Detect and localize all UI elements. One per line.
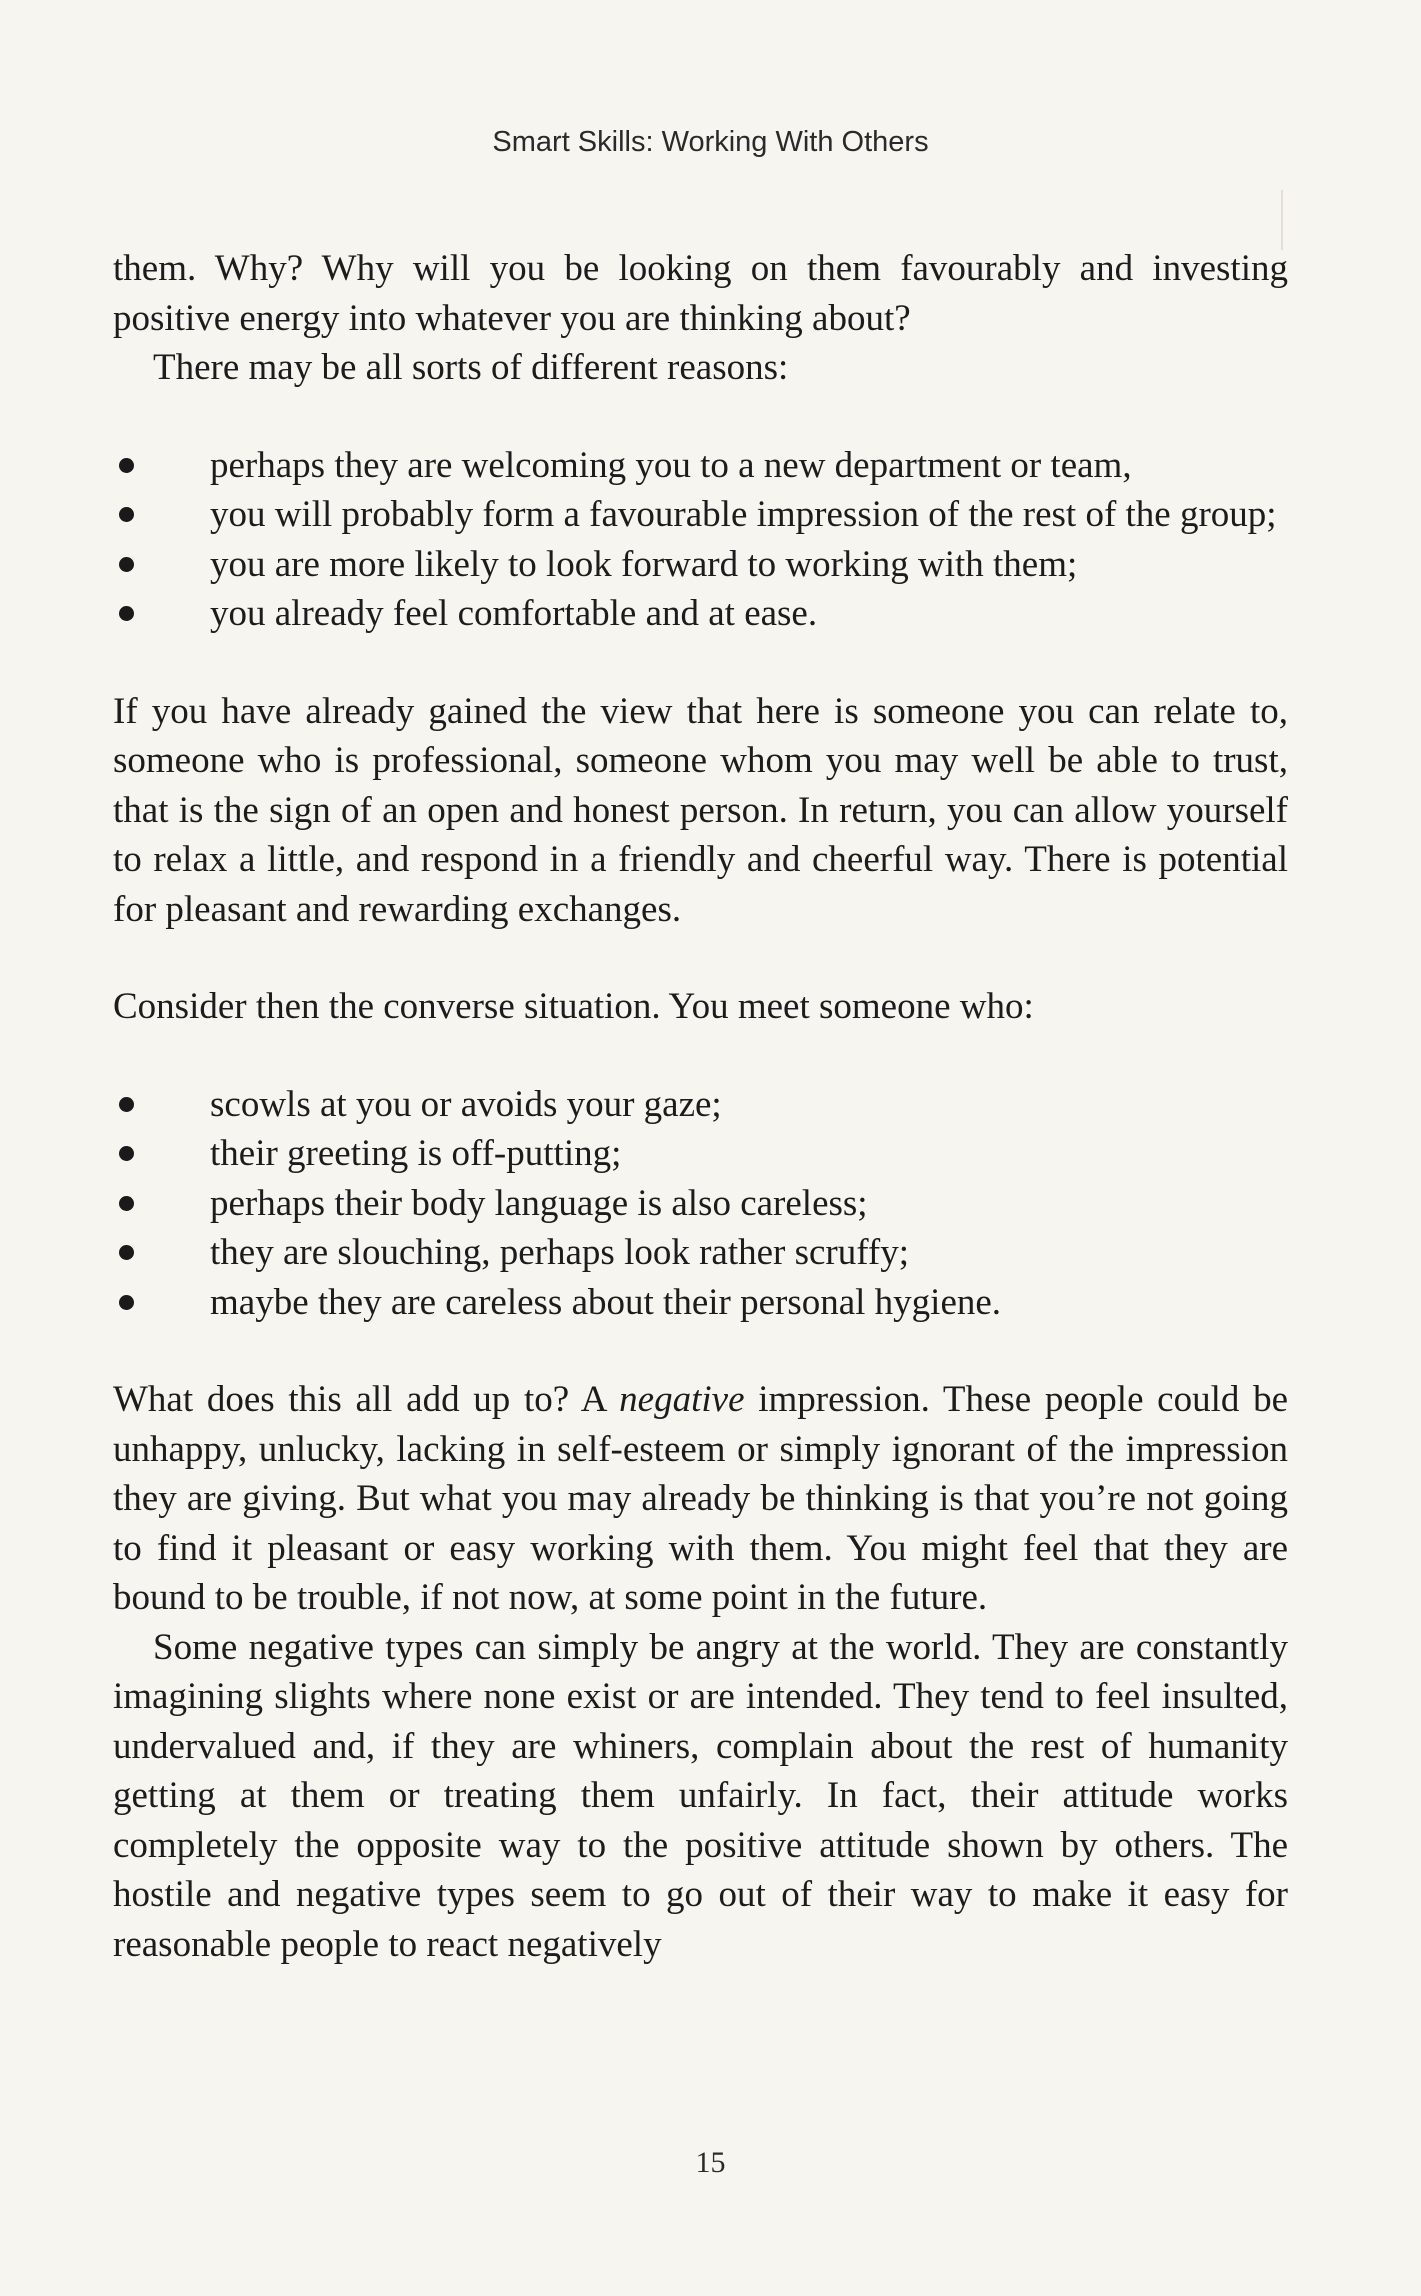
bullet-icon <box>119 458 134 473</box>
paragraph-1: them. Why? Why will you be looking on them favourably and investing positive energy into whatever you are thinking about? <box>113 248 1288 339</box>
paragraph-5: What does this all add up to? A negative impression. These people could be unhappy, unlucky, lacking in self-esteem or simply ignorant of the impression they are giving. But what you may already be thinking is that you’re not going to find it pleasant or easy working with them. You might feel that they are bound to be trouble, if not now, at some point in the future. <box>113 1379 1288 1618</box>
bullet-icon <box>119 1196 134 1211</box>
list-item: you will probably form a favourable impression of the rest of the group; <box>113 490 1288 540</box>
paragraph-6: Some negative types can simply be angry at the world. They are constantly imagining slights where none exist or are intended. They tend to feel insulted, undervalued and, if they are whiners, complain about the rest of humanity getting at them or treating them unfairly. In fact, their attitude works completely the opposite way to the positive attitude shown by others. The hostile and negative types seem to go out of their way to make it easy for reasonable people to react negatively <box>113 1626 1288 1965</box>
page-number: 15 <box>695 2146 726 2179</box>
bullet-icon <box>119 1146 134 1161</box>
paragraph-4: Consider then the converse situation. You meet someone who: <box>113 986 1034 1027</box>
page-edge-mark <box>1281 190 1283 250</box>
negative-traits-list <box>113 1080 1288 1328</box>
list-item: maybe they are careless about their personal hygiene. <box>113 1278 1288 1328</box>
bullet-icon <box>119 606 134 621</box>
list-item: their greeting is off-putting; <box>113 1129 1288 1179</box>
emphasis-negative: negative <box>619 1379 745 1420</box>
bullet-icon <box>119 507 134 522</box>
bullet-icon <box>119 1295 134 1310</box>
list-item: you already feel comfortable and at ease. <box>113 589 1288 639</box>
paragraph-3: If you have already gained the view that here is someone you can relate to, someone who is professional, someone whom you may well be able to trust, that is the sign of an open and honest person. In return, you can allow yourself to relax a little, and respond in a friendly and cheerful way. There is potential for pleasant and rewarding exchanges. <box>113 690 1288 930</box>
paragraph-2: There may be all sorts of different reasons: <box>153 347 789 388</box>
body-text <box>113 244 1288 1969</box>
list-item: you are more likely to look forward to working with them; <box>113 540 1288 590</box>
running-header: Smart Skills: Working With Others <box>492 126 929 158</box>
bullet-icon <box>119 1245 134 1260</box>
bullet-icon <box>119 1097 134 1112</box>
list-item: perhaps they are welcoming you to a new department or team, <box>113 441 1288 491</box>
list-item: perhaps their body language is also careless; <box>113 1179 1288 1229</box>
bullet-icon <box>119 557 134 572</box>
reasons-list <box>113 441 1288 639</box>
list-item: they are slouching, perhaps look rather scruffy; <box>113 1228 1288 1278</box>
list-item: scowls at you or avoids your gaze; <box>113 1080 1288 1130</box>
